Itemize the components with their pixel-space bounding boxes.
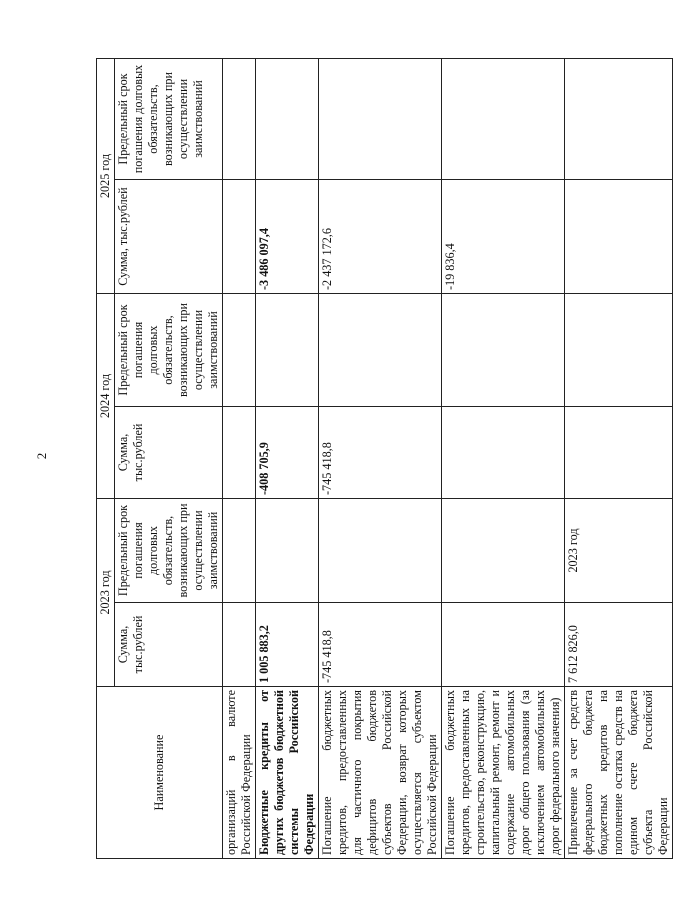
cell-2025-term <box>256 59 319 180</box>
cell-2023-term <box>256 499 319 603</box>
cell-2025-term <box>319 59 442 180</box>
header-year-2024: 2024 год <box>97 294 115 499</box>
borrowing-table <box>96 58 673 859</box>
table-row <box>319 59 442 859</box>
cell-2024-sum <box>565 407 673 499</box>
header-sum-2024: Сумма, тыс.рублей <box>115 407 223 499</box>
cell-2025-term <box>565 59 673 180</box>
header-year-2025: 2025 год <box>97 59 115 294</box>
cell-2023-sum <box>223 603 256 687</box>
header-term-2025: Предельный срок погашения долговых обязательств, возникающих при осуществлении заимствований <box>115 59 223 180</box>
rotated-table-container <box>96 59 670 859</box>
cell-2025-sum: -2 437 172,6 <box>319 180 442 294</box>
table-row <box>256 59 319 859</box>
row-name: организаций в валюте Российской Федерации <box>223 687 256 859</box>
cell-2025-sum <box>223 180 256 294</box>
cell-2024-sum <box>223 407 256 499</box>
cell-2024-term <box>319 294 442 407</box>
cell-2023-sum: 7 612 826,0 <box>565 603 673 687</box>
header-term-2023: Предельный срок погашения долговых обязательств, возникающих при осуществлении заимствований <box>115 499 223 603</box>
cell-2024-sum: -408 705,9 <box>256 407 319 499</box>
cell-2024-sum <box>442 407 565 499</box>
row-name: Привлечение за счет средств федерального бюджета бюджетных кредитов на пополнение остатка средств на едином счете бюджета субъекта Российской Федерации <box>565 687 673 859</box>
cell-2023-sum <box>442 603 565 687</box>
table-row <box>223 59 256 859</box>
cell-2025-term <box>442 59 565 180</box>
cell-2024-term <box>256 294 319 407</box>
cell-2023-term <box>223 499 256 603</box>
cell-2023-sum: -745 418,8 <box>319 603 442 687</box>
row-name: Погашение бюджетных кредитов, предоставленных на строительство, реконструкцию, капитальный ремонт, ремонт и содержание автомобильных дорог общего пользования (за исключением автомобильных дорог федерального значения) <box>442 687 565 859</box>
cell-2025-sum: -3 486 097,4 <box>256 180 319 294</box>
row-name: Погашение бюджетных кредитов, предоставленных для частичного покрытия дефицитов бюджетов субъектов Российской Федерации, возврат которых осуществляется субъектом Российской Федерации <box>319 687 442 859</box>
cell-2024-term <box>565 294 673 407</box>
cell-2023-sum: 1 005 883,2 <box>256 603 319 687</box>
header-year-2023: 2023 год <box>97 499 115 687</box>
table-row <box>565 59 673 859</box>
table-row <box>442 59 565 859</box>
cell-2024-term <box>442 294 565 407</box>
cell-2025-sum: -19 836,4 <box>442 180 565 294</box>
cell-2023-term: 2023 год <box>565 499 673 603</box>
cell-2025-term <box>223 59 256 180</box>
row-name: Бюджетные кредиты от других бюджетов бюджетной системы Российской Федерации <box>256 687 319 859</box>
header-term-2024: Предельный срок погашения долговых обязательств, возникающих при осуществлении заимствований <box>115 294 223 407</box>
cell-2025-sum <box>565 180 673 294</box>
header-sum-2023: Сумма, тыс.рублей <box>115 603 223 687</box>
cell-2023-term <box>319 499 442 603</box>
page-number: 2 <box>34 452 49 460</box>
cell-2024-term <box>223 294 256 407</box>
header-name: Наименование <box>97 687 223 859</box>
cell-2023-term <box>442 499 565 603</box>
header-sum-2025: Сумма, тыс.рублей <box>115 180 223 294</box>
cell-2024-sum: -745 418,8 <box>319 407 442 499</box>
